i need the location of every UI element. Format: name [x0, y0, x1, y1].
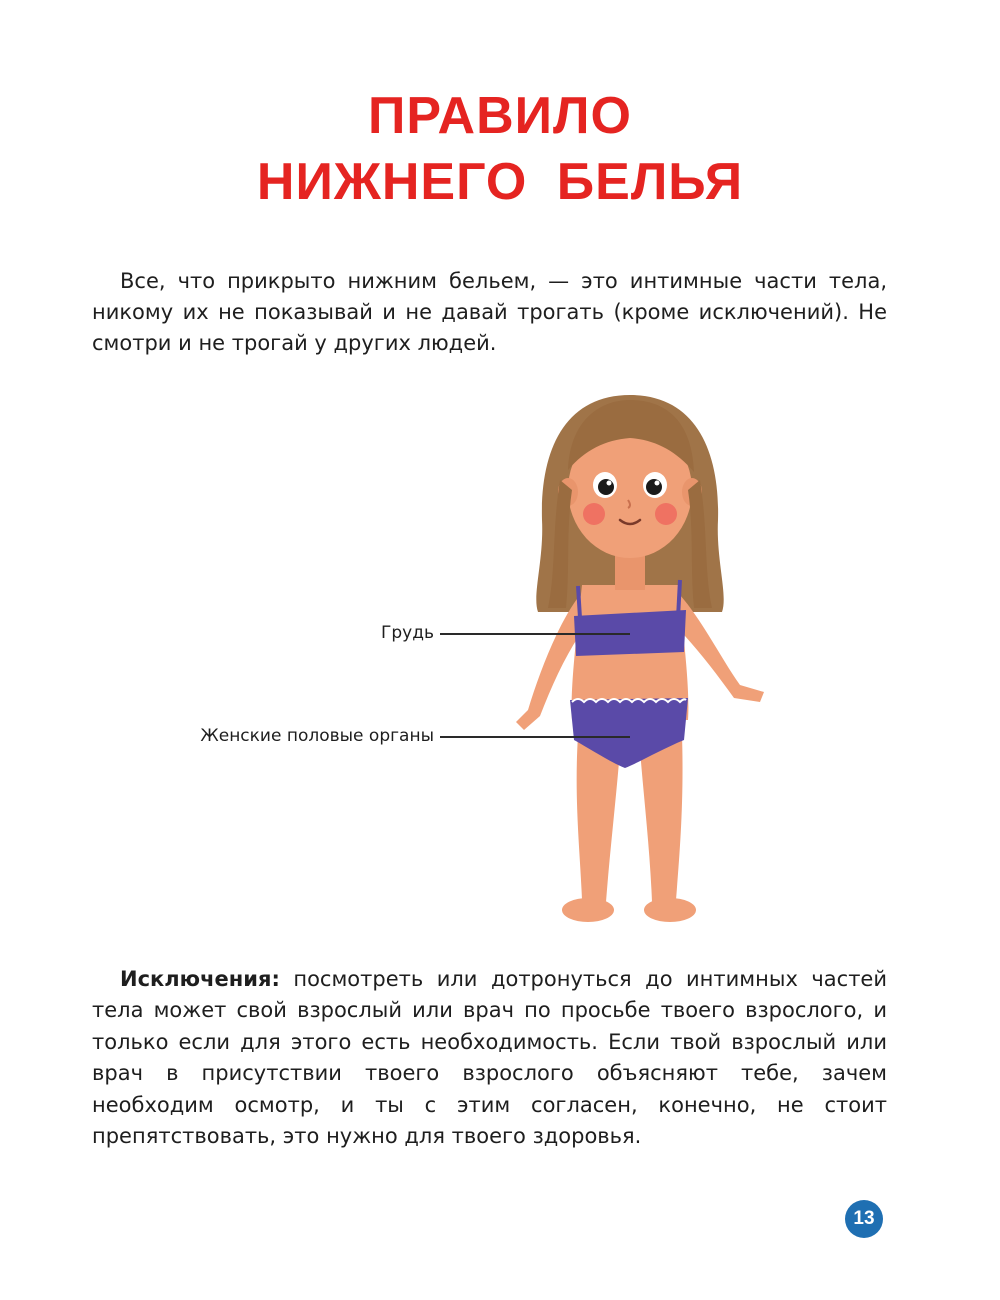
page-title-line-1: ПРАВИЛО [368, 87, 632, 145]
chest-label: Грудь [381, 623, 434, 643]
exceptions-text: посмотреть или дотронуться до интимных частей тела может свой взрослый или врач по просьбе твоего взрослого, и только если для этого есть необходимость. Если твой взрослый или врач в присутствии твоего взрослого объясняют тебе, зачем необходим осмотр, и ты с этим согласен, конечно, не стоит препятствовать, это нужно для твоего здоровья. [92, 967, 887, 1149]
exceptions-lead: Исключения: [120, 967, 280, 991]
right-leg [640, 735, 683, 902]
left-cheek [583, 503, 605, 525]
exceptions-paragraph [92, 964, 887, 1152]
page-title-line-2: НИЖНЕГО БЕЛЬЯ [256, 153, 744, 211]
right-foot [644, 898, 696, 922]
intro-paragraph: Все, что прикрыто нижним бельем, — это интимные части тела, никому их не показывай и не давай трогать (кроме исключений). Не смотри и не трогай у других людей. [92, 269, 887, 355]
genitals-leader-line [440, 736, 630, 738]
left-foot [562, 898, 614, 922]
chest-leader-line [440, 633, 630, 635]
right-cheek [655, 503, 677, 525]
girl-illustration [470, 380, 790, 940]
page-number-badge: 13 [845, 1200, 883, 1238]
genitals-label: Женские половые органы [200, 726, 434, 746]
